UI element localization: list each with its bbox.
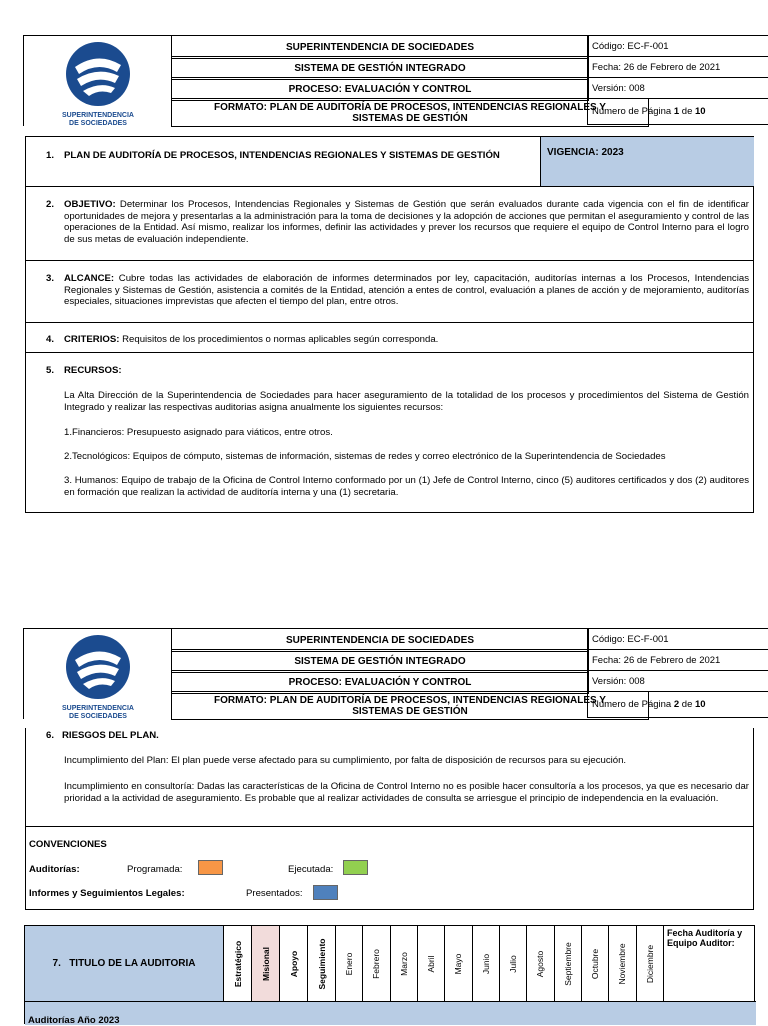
presentados-label: Presentados: xyxy=(246,888,303,899)
informes-label: Informes y Seguimientos Legales: xyxy=(29,888,185,899)
header-system: SISTEMA DE GESTIÓN INTEGRADO xyxy=(171,56,589,80)
section-1-plan xyxy=(25,136,754,187)
fecha-equipo-header: Fecha Auditoría y Equipo Auditor: xyxy=(667,928,743,948)
s3-label: ALCANCE: xyxy=(64,273,115,284)
audit-table xyxy=(24,925,755,1024)
header-version: Versión: 008 xyxy=(587,77,768,99)
logo-line2: DE SOCIEDADES xyxy=(69,713,127,720)
s4-text: Requisitos de los procedimientos o normas aplicables según corresponda. xyxy=(119,334,439,345)
year-row: Auditorías Año 2023 xyxy=(25,1001,756,1025)
conventions-box xyxy=(25,826,754,910)
header-entity: SUPERINTENDENCIA DE SOCIEDADES xyxy=(171,35,589,59)
conventions-title: CONVENCIONES xyxy=(29,839,107,850)
header-code: Código: EC-F-001 xyxy=(587,628,768,650)
header-process: PROCESO: EVALUACIÓN Y CONTROL xyxy=(171,77,589,101)
logo-emblem-icon xyxy=(65,41,131,107)
category-label: Seguimiento xyxy=(316,937,327,990)
category-label: Estratégico xyxy=(232,940,243,987)
header-code: Código: EC-F-001 xyxy=(587,35,768,57)
month-col-0 xyxy=(336,926,363,1001)
month-label: Julio xyxy=(508,954,519,973)
page-of: de xyxy=(681,699,693,710)
category-col-0 xyxy=(224,926,252,1001)
logo-line1: SUPERINTENDENCIA xyxy=(62,112,134,119)
page-total: 10 xyxy=(695,699,706,710)
s2-text: Determinar los Procesos, Intendencias Regionales y Sistemas de Gestión que serán evaluados durante cada vigencia con el fin de identificar oportunidades de mejora y presentarlas a la administración para la toma de decisiones y la adopción de acciones que permitan el aseguramiento y control de las operaciones de la Entidad. Así mismo, realizar los informes, definir las actividades y prever los recursos que requiere el equipo de Control Interno para el logro de sus metas de evaluación independiente. xyxy=(64,199,749,245)
page-current: 1 xyxy=(673,106,680,117)
logo-cell xyxy=(23,628,172,719)
s2-number: 2. xyxy=(46,199,55,210)
logo-line2: DE SOCIEDADES xyxy=(69,120,127,127)
supersociedades-logo xyxy=(50,41,146,128)
ejecutada-swatch xyxy=(343,860,368,875)
category-label: Misional xyxy=(260,946,271,981)
month-col-3 xyxy=(418,926,445,1001)
month-label: Marzo xyxy=(398,951,409,976)
page1-header xyxy=(23,35,768,125)
month-label: Septiembre xyxy=(562,941,573,986)
month-label: Febrero xyxy=(371,948,382,979)
month-col-8 xyxy=(555,926,582,1001)
section-2-objetivo xyxy=(25,186,754,261)
auditorias-label: Auditorías: xyxy=(29,864,80,875)
s2-body xyxy=(64,199,749,245)
s4-label: CRITERIOS: xyxy=(64,334,120,345)
category-col-3 xyxy=(308,926,336,1001)
month-col-7 xyxy=(527,926,554,1001)
logo-line1: SUPERINTENDENCIA xyxy=(62,705,134,712)
ejecutada-label: Ejecutada: xyxy=(288,864,334,875)
s3-body xyxy=(64,273,749,308)
month-col-4 xyxy=(445,926,472,1001)
month-col-1 xyxy=(363,926,390,1001)
header-entity: SUPERINTENDENCIA DE SOCIEDADES xyxy=(171,628,589,652)
s5-number: 5. xyxy=(46,365,55,376)
category-col-1 xyxy=(252,926,280,1001)
category-col-2 xyxy=(280,926,308,1001)
s1-title: PLAN DE AUDITORÍA DE PROCESOS, INTENDENCIAS REGIONALES Y SISTEMAS DE GESTIÓN xyxy=(64,150,500,161)
s3-text: Cubre todas las actividades de elaboración de informes determinados por ley, capacitación, auditorías internas a los Procesos, Intendencias Regionales y Sistemas de Gestión, asistencia a comités de la Entidad, atención a entes de control, evaluación a planes de acción y de mejoramiento, auditorías especiales, situaciones imprevistas que afecten el tiempo del plan, entre otros. xyxy=(64,273,749,307)
section-4-criterios xyxy=(25,322,754,353)
header-date: Fecha: 26 de Febrero de 2021 xyxy=(587,649,768,671)
presentados-swatch xyxy=(313,885,338,900)
month-col-5 xyxy=(473,926,500,1001)
s5-paragraph-3: 2.Tecnológicos: Equipos de cómputo, sistemas de información, sistemas de redes y correo electrónico de la Superintendencia de Sociedades xyxy=(64,451,666,462)
header-version: Versión: 008 xyxy=(587,670,768,692)
month-col-6 xyxy=(500,926,527,1001)
month-col-2 xyxy=(391,926,418,1001)
header-format: FORMATO: PLAN DE AUDITORÍA DE PROCESOS, INTENDENCIAS REGIONALES Y SISTEMAS DE GESTIÓN xyxy=(171,98,649,127)
section-6-riesgos xyxy=(25,728,754,827)
header-page-number xyxy=(587,691,768,718)
header-page-number xyxy=(587,98,768,125)
page-of: de xyxy=(681,106,693,117)
header-system: SISTEMA DE GESTIÓN INTEGRADO xyxy=(171,649,589,673)
s5-paragraph-4: 3. Humanos: Equipo de trabajo de la Oficina de Control Interno conformado por un (1) Jefe de Control Interno, cinco (5) auditores certificados y dos (2) auditores en formación que realizan la actividad de auditoría interna y una (1) secretaria. xyxy=(64,475,749,498)
programada-label: Programada: xyxy=(127,864,183,875)
s6-paragraph-1: Incumplimiento del Plan: El plan puede verse afectado para su cumplimiento, por falta de disposición de recursos para su ejecución. xyxy=(64,755,627,766)
supersociedades-logo xyxy=(50,634,146,721)
page-label: Número de Página xyxy=(592,699,672,710)
s6-paragraph-2: Incumplimiento en consultoría: Dadas las características de la Oficina de Control Interno no es posible hacer consultoría a los procesos, ya que es necesario dar prioridad a la actividad de aseguramiento. Es probable que al realizar actividades de consulta se arriesgue el principio de independencia en la evaluación. xyxy=(64,781,749,804)
category-label: Apoyo xyxy=(288,950,299,977)
s5-label: RECURSOS: xyxy=(64,365,122,376)
month-label: Octubre xyxy=(590,948,601,979)
page2-header xyxy=(23,628,768,718)
month-label: Agosto xyxy=(535,950,546,977)
vigencia-cell: VIGENCIA: 2023 xyxy=(540,137,754,186)
header-date: Fecha: 26 de Febrero de 2021 xyxy=(587,56,768,78)
s4-body xyxy=(64,334,749,346)
page-current: 2 xyxy=(673,699,680,710)
section-3-alcance xyxy=(25,260,754,323)
month-col-9 xyxy=(582,926,609,1001)
audit-title-header: 7. TITULO DE LA AUDITORIA xyxy=(25,926,224,1001)
s1-number: 1. xyxy=(46,150,55,161)
month-label: Enero xyxy=(344,952,355,975)
logo-emblem-icon xyxy=(65,634,131,700)
header-process: PROCESO: EVALUACIÓN Y CONTROL xyxy=(171,670,589,694)
month-label: Mayo xyxy=(453,953,464,974)
s4-number: 4. xyxy=(46,334,55,345)
page-label: Número de Página xyxy=(592,106,672,117)
logo-cell xyxy=(23,35,172,126)
s3-number: 3. xyxy=(46,273,55,284)
s5-paragraph-1: La Alta Dirección de la Superintendencia de Sociedades para hacer aseguramiento de la totalidad de los procesos y procedimientos del Sistema de Gestión Integrado y realizar las respectivas auditorias asigna anualmente los siguientes recursos: xyxy=(64,390,749,413)
s2-label: OBJETIVO: xyxy=(64,199,116,210)
month-col-10 xyxy=(609,926,636,1001)
month-label: Noviembre xyxy=(617,942,628,985)
programada-swatch xyxy=(198,860,223,875)
page-total: 10 xyxy=(695,106,706,117)
month-label: Abril xyxy=(426,954,437,973)
month-label: Diciembre xyxy=(644,944,655,983)
month-col-11 xyxy=(637,926,664,1001)
month-label: Junio xyxy=(480,953,491,974)
s5-paragraph-2: 1.Financieros: Presupuesto asignado para viáticos, entre otros. xyxy=(64,427,333,438)
section-5-recursos xyxy=(25,352,754,513)
header-format: FORMATO: PLAN DE AUDITORÍA DE PROCESOS, INTENDENCIAS REGIONALES Y SISTEMAS DE GESTIÓN xyxy=(171,691,649,720)
s6-title: 6. RIESGOS DEL PLAN. xyxy=(46,730,159,741)
